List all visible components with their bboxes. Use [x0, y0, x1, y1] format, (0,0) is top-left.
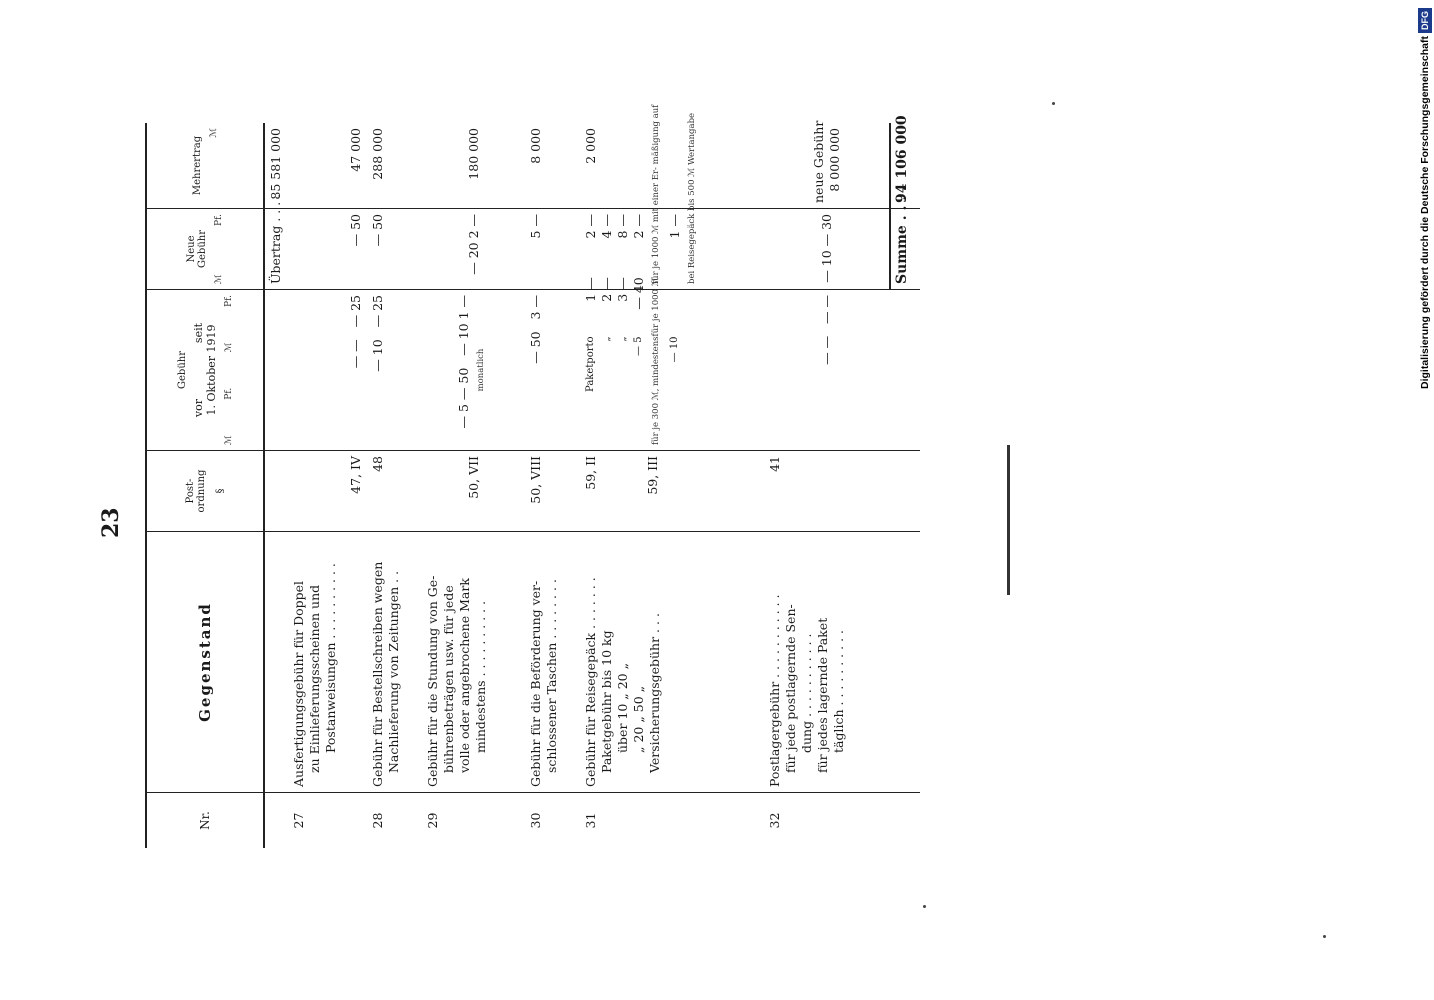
- table-row: 28 Gebühr für Bestellschreiben wegen Nachlieferung von Zeitungen . . 48 — 10 — 25 — 50 288 000: [367, 123, 423, 848]
- dfg-credit: [1417, 8, 1433, 400]
- header-nr: Nr.: [146, 793, 264, 849]
- header-subject: Gegenstand: [146, 532, 264, 793]
- table-row: 31 Gebühr für Reisegepäck . . . . . . . Paketgebühr bis 10 kg über 10 „ 20 „ „ 20 „ 50 „ Versicherungsgebühr . . . 59, II 59, III Paketporto „ „ — 5 für je 300 ℳ, mindestens — 10 1 — 2 — 3 — — 40 für je 1000 ℳ 2 — 4 — 8 — 2 — für je 1000 ℳ mit einer Er- mäßigung auf 1 — bei Reisegepäck bis 500 ℳ Wertangabe 2 000: [580, 123, 764, 848]
- margin-rule: [1007, 445, 1010, 595]
- scan-speck: [923, 905, 926, 908]
- header-new: Neue Gebühr ℳ Pf.: [146, 209, 264, 290]
- scan-speck: [1323, 935, 1326, 938]
- header-fee: Gebühr vor seit 1. Oktober 1919 ℳ Pf. ℳ Pf.: [146, 290, 264, 451]
- rotated-table-container: [145, 104, 920, 848]
- scan-speck: [1052, 102, 1055, 105]
- header-extra: Mehrertrag ℳ: [146, 123, 264, 209]
- carry-label: Übertrag . . . .: [264, 209, 288, 290]
- tariff-table: [145, 104, 920, 848]
- credit-text: Digitalisierung gefördert durch die Deutsche Forschungsgemeinschaft: [1419, 36, 1431, 389]
- header-para: Post- ordnung §: [146, 451, 264, 532]
- sum-label: Summe . . . .: [890, 209, 920, 290]
- page-number: 23: [98, 507, 124, 538]
- carry-value: 85 581 000: [264, 123, 288, 209]
- table-row: 30 Gebühr für die Beförderung ver- schlossener Taschen . . . . . . . . 50, VIII — 50 3 — 5 — 8 000: [525, 123, 581, 848]
- table-row: 32 Postlagergebühr . . . . . . . . . . . für jede postlagernde Sen- dung . . . . . . . . . . . für jedes lagernde Paket täglich . . . . . . . . . . 41 — — — — — 10 — 30 neue Gebühr 8 000 000: [764, 123, 890, 848]
- sum-value: 94 106 000: [890, 123, 920, 209]
- table-row: 27 Ausfertigungsgebühr für Doppel zu Einlieferungsscheinen und Postanweisungen . . . . . . . . . . 47, IV — — — 25 — 50 47 000: [288, 123, 367, 848]
- dfg-logo: DFG: [1418, 8, 1432, 33]
- table-row: 29 Gebühr für die Stundung von Ge- bührenbeträgen usw. für jede volle oder angebrochene Mark mindestens . . . . . . . . . . 50, VII — 5 — 50 — 10 1 — monatlich — 20 2 — 180 000: [422, 123, 524, 848]
